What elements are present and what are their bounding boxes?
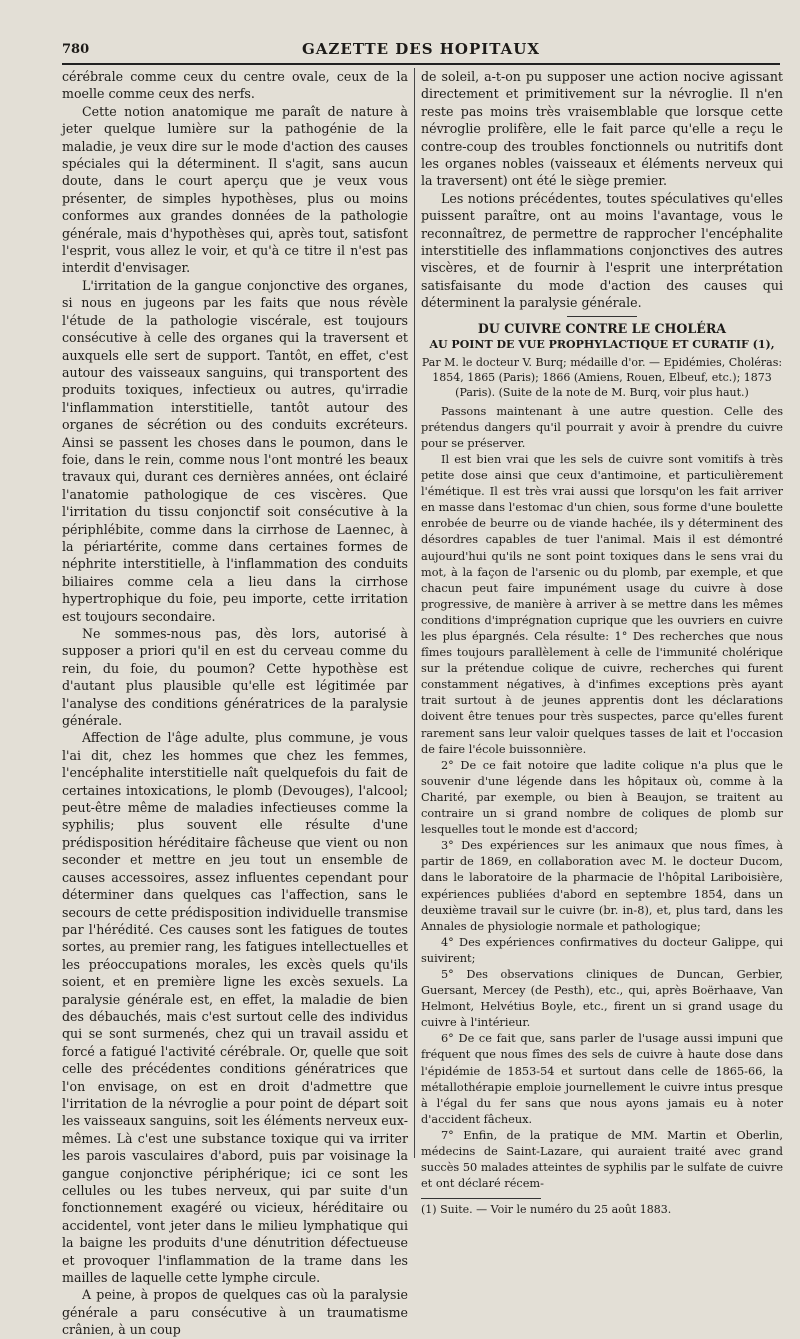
left-column [62,68,408,1338]
byline [421,355,783,400]
paragraph: 5° Des observations cliniques de Duncan, Gerbier, Guersant, Mercey (de Pesth), etc., qui, après Boërhaave, Van Helmont, Helvétius Boyle, etc., firent un si grand usage du cuivre à l'intérieur. [421,967,783,1030]
section-rule [567,316,637,317]
paragraph: Les notions précédentes, toutes spéculatives qu'elles puissent paraître, ont au moins l'avantage, vous le reconnaîtrez, de permettre de rapprocher l'encéphalite interstitielle des inflammations conjonctives des autres viscères, et de fournir à l'esprit une interprétation satisfaisante du mode d'action des causes qui déterminent la paralysie générale. [421,190,783,311]
paragraph: de soleil, a-t-on pu supposer une action nocive agissant directement et primitivement sur la névroglie. Il n'en reste pas moins très vraisemblable que lorsque cette névroglie prolifère, elle le fait parce qu'elle a reçu le contre-coup des troubles fonctionnels ou nutritifs dont les organes nobles (vaisseaux et éléments nerveux qui la traversent) ont été le siège premier. [421,69,783,189]
column-divider [414,68,415,1158]
byline-author: V. Burq; [522,355,567,369]
byline-rest: médaille d'or. — Epidémies, Choléras: 1854, 1865 (Paris); 1866 (Amiens, Rouen, Elbeuf, etc.); 1873 (Paris). (Suite de la note de M. Burq, voir plus haut.) [432,355,783,399]
paragraph: Ne sommes-nous pas, dès lors, autorisé à supposer a priori qu'il en est du cerveau comme du rein, du foie, du poumon? Cette hypothèse est d'autant plus plausible qu'elle est légitimée par l'analyse des conditions génératrices de la paralysie générale. [62,626,408,729]
paragraph: Passons maintenant à une autre question. Celle des prétendus dangers qu'il pourrait y avoir à prendre du cuivre pour se préserver. [421,404,783,450]
right-column [421,68,783,1217]
byline-prefix: Par M. le docteur [421,355,519,369]
paragraph: 4° Des expériences confirmatives du docteur Galippe, qui suivirent; [421,935,783,965]
section-subtitle: AU POINT DE VUE PROPHYLACTIQUE ET CURATIF (1), [429,337,775,351]
journal-title: GAZETTE DES HOPITAUX [301,40,540,58]
paragraph: 6° De ce fait que, sans parler de l'usage aussi impuni que fréquent que nous fîmes des sels de cuivre à haute dose dans l'épidémie de 1853-54 et surtout dans celle de 1865-66, la métallothérapie emploie journellement le cuivre intus presque à l'égal du fer sans que nous ayons jamais eu à noter d'accident fâcheux. [421,1032,783,1126]
paragraph: Il est bien vrai que les sels de cuivre sont vomitifs à très petite dose ainsi que ceux d'antimoine, et particulièrement l'émétique. Il est très vrai aussi que lorsqu'on les fait arriver en masse dans l'estomac d'un chien, sous forme d'une boulette enrobée de beurre ou de viande hachée, ils y déterminent des désordres capables de tuer l'animal. Mais il est démontré aujourd'hui qu'ils ne sont point toxiques dans le sens vrai du mot, à la façon de l'arsenic ou du plomb, par exemple, et que chacun peut faire impunément usage du cuivre à dose progressive, de manière à arriver à se mettre dans les mêmes conditions d'imprégnation cuprique que les ouvriers en cuivre les plus épargnés. Cela résulte: 1° Des recherches que nous fîmes toujours parallèlement à celle de l'immunité cholérique sur la prétendue colique de cuivre, recherches qui furent constamment négatives, à d'infimes exceptions près ayant trait surtout à de jeunes apprentis dont les déclarations doivent être tenues pour très suspectes, parce qu'elles furent rarement sans leur valoir quelques tasses de lait et l'occasion de faire l'école buissonnière. [421,452,783,756]
paragraph: cérébrale comme ceux du centre ovale, ceux de la moelle comme ceux des nerfs. [62,69,408,102]
footnote: (1) Suite. — Voir le numéro du 25 août 1883. [421,1203,672,1217]
paragraph: Cette notion anatomique me paraît de nature à jeter quelque lumière sur la pathogénie de la maladie, je veux dire sur le mode d'action des causes spéciales qui la déterminent. Il s'agit, sans aucun doute, dans le court aperçu que je veux vous présenter, de simples hypothèses, plus ou moins conformes aux grandes données de la pathologie générale, mais d'hypothèses qui, après tout, satisfont l'esprit, vous allez le voir, et qu'à ce titre il n'est pas interdit d'envisager. [62,103,408,276]
page-number: 780 [62,42,90,57]
paragraph: 7° Enfin, de la pratique de MM. Martin et Oberlin, médecins de Saint-Lazare, qui auraient traité avec grand succès 50 malades atteintes de syphilis par le sulfate de cuivre et ont déclaré récem- [421,1128,783,1191]
paragraph: A peine, à propos de quelques cas où la paralysie générale a paru consécutive à un traumatisme crânien, à un coup [62,1287,408,1338]
header-rule [62,63,780,65]
article-body [421,404,783,1193]
paragraph: 2° De ce fait notoire que ladite colique n'a plus que le souvenir d'une légende dans les hôpitaux où, comme à la Charité, par exemple, ou bien à Beaujon, se traitent au contraire un si grand nombre de coliques de plomb sur lesquelles tout le monde est d'accord; [421,758,783,837]
section-title: DU CUIVRE CONTRE LE CHOLÉRA [477,320,727,336]
paragraph: Affection de l'âge adulte, plus commune, je vous l'ai dit, chez les hommes que chez les femmes, l'encéphalite interstitielle naît quelquefois du fait de certaines intoxications, le plomb (Devouges), l'alcool; peut-être même de maladies infectieuses comme la syphilis; plus souvent elle résulte d'une prédisposition héréditaire fâcheuse que vient ou non seconder et mettre en jeu tout un ensemble de causes accessoires, assez influentes cependant pour déterminer dans quelques cas l'affection, sans le secours de cette prédisposition individuelle transmise par l'hérédité. Ces causes sont les fatigues de toutes sortes, au premier rang, les fatigues intellectuelles et les préoccupations morales, les excès quels qu'ils soient, et en première ligne les excès sexuels. La paralysie générale est, en effet, la maladie de bien des débauchés, mais c'est surtout celle des individus qui se sont surmenés, chez qui un travail assidu et forcé a fatigué l'activité cérébrale. Or, quelle que soit celle des précédentes conditions génératrices que l'on envisage, on est en droit d'admettre que l'irritation de la névroglie a pour point de départ soit les vaisseaux sanguins, soit les éléments nerveux eux-mêmes. Là c'est une substance toxique qui va irriter les parois vasculaires d'abord, puis par voisinage la gangue conjonctive périphérique; ici ce sont les cellules ou les tubes nerveux, qui par suite d'un fonctionnement exagéré ou vicieux, héréditaire ou accidentel, vont jeter dans le milieu lymphatique qui la baigne les produits d'une dénutrition défectueuse et provoquer l'inflammation de la trame dans les mailles de laquelle cette lymphe circule. [62,730,408,1286]
footnote-rule [421,1198,541,1199]
paragraph: L'irritation de la gangue conjonctive des organes, si nous en jugeons par les faits que nous révèle l'étude de la pathologie viscérale, est toujours consécutive à celle des organes qui la traversent et auxquels elle sert de support. Tantôt, en effet, c'est autour des vaisseaux sanguins, qui transportent des produits toxiques, infectieux ou autres, qu'irradie l'inflammation interstitielle, tantôt autour des organes de sécrétion ou des conduits excréteurs. Ainsi se passent les choses dans le poumon, dans le foie, dans le rein, comme nous l'ont montré les beaux travaux qui, durant ces dernières années, ont éclairé l'anatomie pathologique de ces viscères. Que l'irritation du tissu conjonctif soit consécutive à la périphlébite, comme dans la cirrhose de Laennec, à la périartérite, comme dans certaines formes de néphrite interstitielle, à l'inflammation des conduits biliaires comme cela a lieu dans la cirrhose hypertrophique du foie, peu importe, cette irritation est toujours secondaire. [62,277,408,624]
paragraph: 3° Des expériences sur les animaux que nous fîmes, à partir de 1869, en collaboration avec M. le docteur Ducom, dans le laboratoire de la pharmacie de l'hôpital Lariboisière, expériences publiées d'abord en septembre 1854, dans un deuxième travail sur le cuivre (br. in-8), et, plus tard, dans les Annales de physiologie normale et pathologique; [421,839,783,933]
page-header [62,32,780,58]
